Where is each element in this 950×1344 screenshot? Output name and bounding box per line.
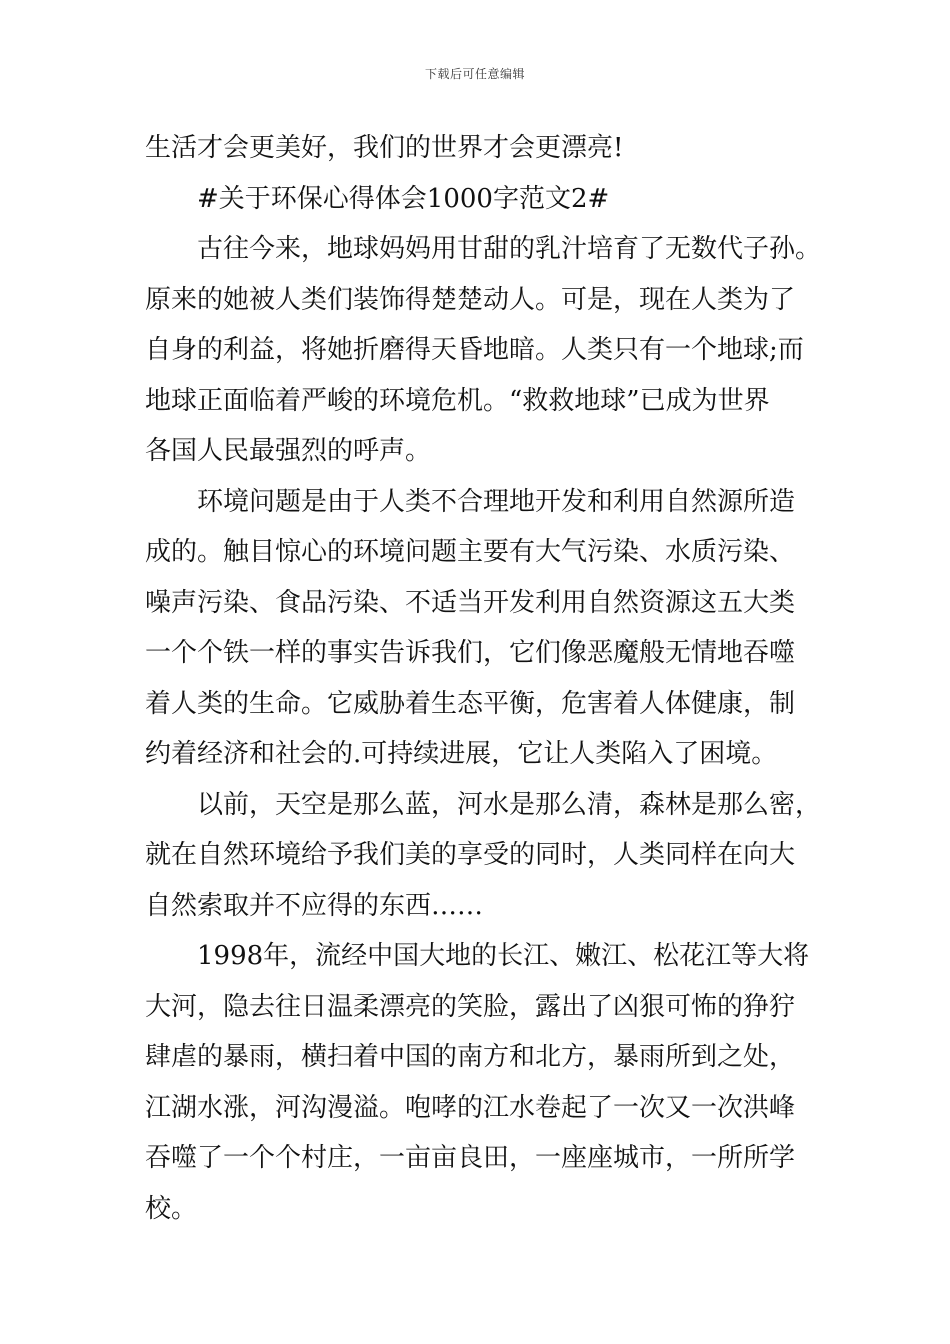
text-line: 校。 (145, 1193, 198, 1224)
text-line: 成的。触目惊心的环境问题主要有大气污染、水质污染、 (145, 537, 796, 567)
text-line: 约着经济和社会的.可持续进展，它让人类陷入了困境。 (145, 739, 778, 769)
text-line: 一个个铁一样的事实告诉我们，它们像恶魔般无情地吞噬 (145, 638, 796, 668)
text-line: 大河，隐去往日温柔漂亮的笑脸，露出了凶狠可怖的狰狞 (145, 991, 796, 1022)
section-heading: #关于环保心得体会1000字范文2# (197, 183, 610, 214)
text-line: 地球正面临着严峻的环境危机。“救救地球”已成为世界 (145, 385, 770, 416)
text-line: 江湖水涨，河沟漫溢。咆哮的江水卷起了一次又一次洪峰 (145, 1092, 796, 1123)
text-line: 噪声污染、食品污染、不适当开发利用自然资源这五大类 (145, 587, 796, 618)
text-line: 吞噬了一个个村庄，一亩亩良田，一座座城市，一所所学 (145, 1143, 796, 1173)
page-header: 下载后可任意编辑 (424, 67, 525, 81)
text-line: 肆虐的暴雨，横扫着中国的南方和北方，暴雨所到之处， (145, 1042, 796, 1072)
text-line: 1998年，流经中国大地的长江、嫩江、松花江等大将 (197, 941, 810, 971)
text-line: 以前，天空是那么蓝，河水是那么清，森林是那么密， (197, 789, 822, 820)
text-line: 就在自然环境给予我们美的享受的同时，人类同样在向大 (145, 840, 796, 870)
text-line: 自然索取并不应得的东西…… (145, 890, 484, 921)
text-line: 生活才会更美好，我们的世界才会更漂亮! (145, 133, 624, 163)
text-line: 着人类的生命。它威胁着生态平衡，危害着人体健康，制 (145, 688, 796, 719)
text-line: 各国人民最强烈的呼声。 (145, 436, 432, 466)
text-line: 环境问题是由于人类不合理地开发和利用自然源所造 (197, 486, 796, 517)
text-line: 自身的利益，将她折磨得天昏地暗。人类只有一个地球;而 (145, 335, 804, 365)
document-body (145, 127, 825, 1238)
text-line: 原来的她被人类们装饰得楚楚动人。可是，现在人类为了 (145, 284, 796, 315)
text-line: 古往今来，地球妈妈用甘甜的乳汁培育了无数代子孙。 (197, 234, 822, 264)
